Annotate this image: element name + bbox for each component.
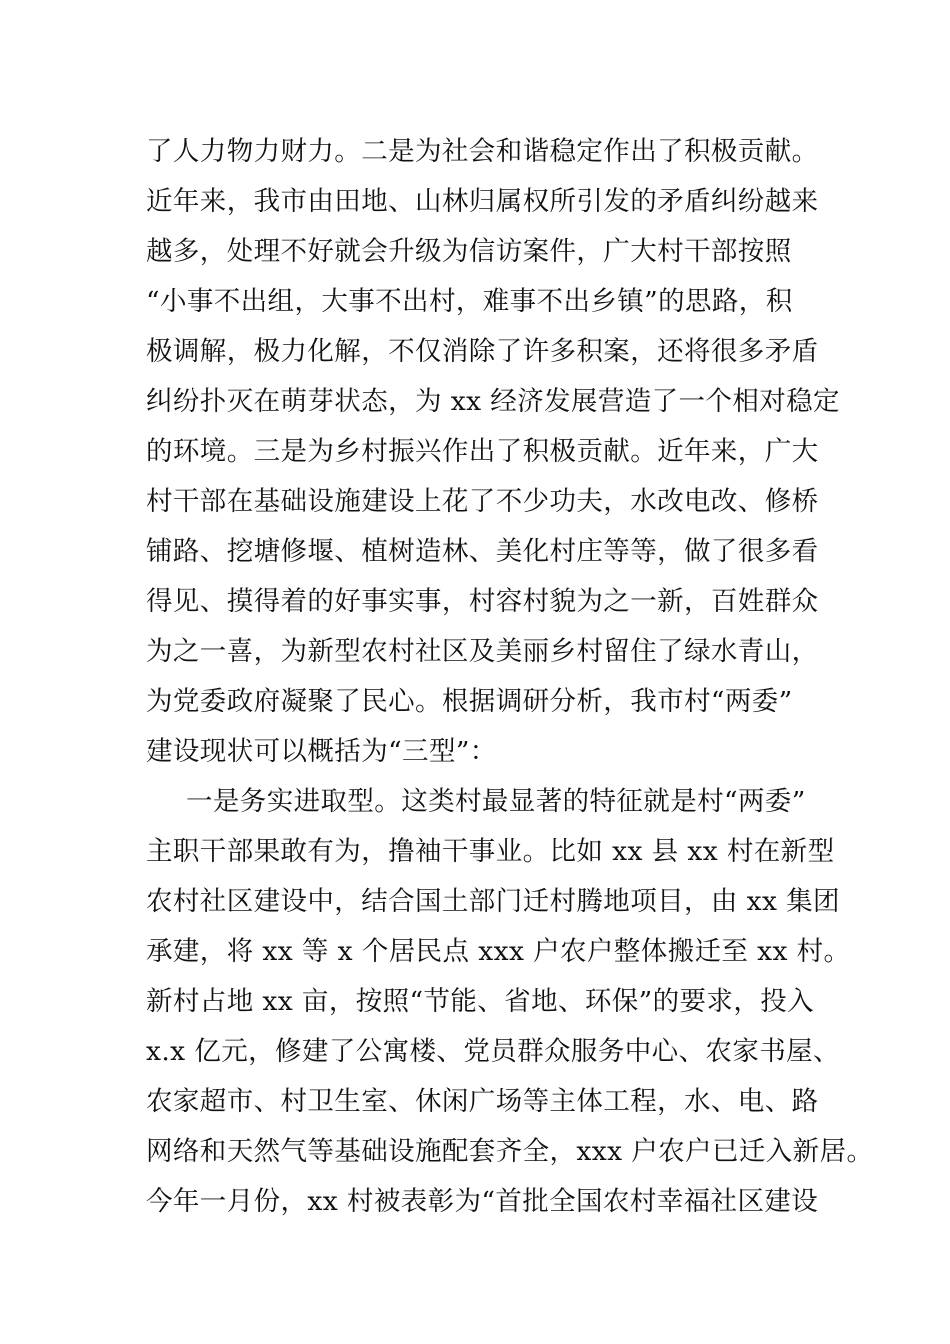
text-line: 新村占地 xx 亩，按照“节能、省地、环保”的要求，投入 [146,986,815,1017]
text-line: 了人力物力财力。二是为社会和谐稳定作出了积极贡献。 [146,136,819,167]
text-line: 村干部在基础设施建设上花了不少功夫，水改电改、修桥 [146,486,819,517]
text-line: 承建，将 xx 等 x 个居民点 xxx 户农户整体搬迁至 xx 村。 [146,936,851,967]
text-line: 农家超市、村卫生室、休闲广场等主体工程，水、电、路 [146,1086,819,1117]
paragraph-first-line: 一是务实进取型。这类村最显著的特征就是村“两委” [186,786,806,817]
text-line: 得见、摸得着的好事实事，村容村貌为之一新，百姓群众 [146,586,819,617]
text-line: 近年来，我市由田地、山林归属权所引发的矛盾纠纷越来 [146,186,819,217]
text-line: 为之一喜，为新型农村社区及美丽乡村留住了绿水青山， [146,636,819,667]
text-line: 极调解，极力化解，不仅消除了许多积案，还将很多矛盾 [146,336,819,367]
text-line: 铺路、挖塘修堰、植树造林、美化村庄等等，做了很多看 [146,536,819,567]
text-line: 为党委政府凝聚了民心。根据调研分析，我市村“两委” [146,686,793,717]
text-line: 今年一月份，xx 村被表彰为“首批全国农村幸福社区建设 [146,1186,819,1217]
text-line: 的环境。三是为乡村振兴作出了积极贡献。近年来，广大 [146,436,819,467]
text-line: 农村社区建设中，结合国土部门迁村腾地项目，由 xx 集团 [146,886,840,917]
text-line: “小事不出组，大事不出村，难事不出乡镇”的思路，积 [146,286,793,317]
text-line: x.x 亿元，修建了公寓楼、党员群众服务中心、农家书屋、 [146,1036,840,1067]
text-line: 越多，处理不好就会升级为信访案件，广大村干部按照 [146,236,792,267]
text-line: 网络和天然气等基础设施配套齐全，xxx 户农户已迁入新居。 [146,1136,874,1167]
text-line: 纠纷扑灭在萌芽状态，为 xx 经济发展营造了一个相对稳定 [146,386,840,417]
text-line: 主职干部果敢有为，撸袖干事业。比如 xx 县 xx 村在新型 [146,836,835,867]
text-line: 建设现状可以概括为“三型”： [146,736,497,767]
